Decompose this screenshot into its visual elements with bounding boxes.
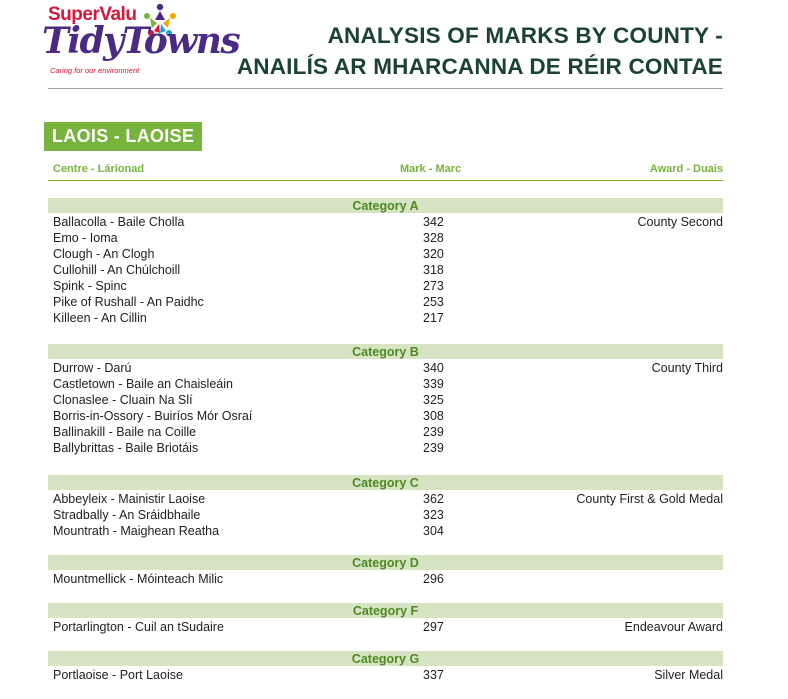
centre-name: Abbeyleix - Mainistir Laoise <box>53 492 206 506</box>
centre-name: Ballinakill - Baile na Coille <box>53 425 197 439</box>
mark-value: 362 <box>423 492 444 506</box>
logo-tidytowns-text: TidyTowns <box>42 20 240 62</box>
table-row <box>48 294 723 310</box>
centre-name: Cullohill - An Chúlchoill <box>53 263 181 277</box>
centre-name: Clough - An Clogh <box>53 247 155 261</box>
table-row <box>48 376 723 392</box>
mark-value: 328 <box>423 231 444 245</box>
table-row <box>48 246 723 262</box>
category-section-f <box>48 603 723 635</box>
mark-value: 296 <box>423 572 444 586</box>
centre-name: Durrow - Darú <box>53 361 132 375</box>
mark-value: 239 <box>423 441 444 455</box>
category-header: Category A <box>48 198 723 213</box>
table-row <box>48 440 723 456</box>
page-title <box>237 20 723 82</box>
table-row <box>48 278 723 294</box>
mark-value: 304 <box>423 524 444 538</box>
award-value: County First & Gold Medal <box>576 492 723 506</box>
table-row <box>48 392 723 408</box>
mark-value: 325 <box>423 393 444 407</box>
mark-value: 239 <box>423 425 444 439</box>
table-row <box>48 230 723 246</box>
category-header: Category G <box>48 651 723 666</box>
table-row <box>48 408 723 424</box>
centre-name: Mountmellick - Móinteach Milic <box>53 572 224 586</box>
mark-value: 340 <box>423 361 444 375</box>
table-row <box>48 571 723 587</box>
table-row <box>48 262 723 278</box>
mark-value: 273 <box>423 279 444 293</box>
table-row <box>48 491 723 507</box>
category-header: Category D <box>48 555 723 570</box>
mark-value: 318 <box>423 263 444 277</box>
category-section-c <box>48 475 723 539</box>
table-row <box>48 424 723 440</box>
centre-name: Ballybrittas - Baile Briotáis <box>53 441 199 455</box>
column-header-mark: Mark - Marc <box>400 163 462 175</box>
centre-name: Borris-in-Ossory - Buiríos Mór Osraí <box>53 409 253 423</box>
category-header: Category F <box>48 603 723 618</box>
mark-value: 217 <box>423 311 444 325</box>
centre-name: Killeen - An Cillin <box>53 311 147 325</box>
category-section-d <box>48 555 723 587</box>
mark-value: 308 <box>423 409 444 423</box>
logo-tagline: Caring for our environment <box>50 66 140 75</box>
mark-value: 297 <box>423 620 444 634</box>
centre-name: Clonaslee - Cluain Na Slí <box>53 393 193 407</box>
category-header: Category B <box>48 344 723 359</box>
mark-value: 342 <box>423 215 444 229</box>
category-header: Category C <box>48 475 723 490</box>
mark-value: 320 <box>423 247 444 261</box>
centre-name: Mountrath - Maighean Reatha <box>53 524 220 538</box>
title-divider <box>48 88 723 89</box>
centre-name: Ballacolla - Baile Cholla <box>53 215 185 229</box>
column-header-centre: Centre - Lárionad <box>53 163 145 175</box>
mark-value: 339 <box>423 377 444 391</box>
category-section-g <box>48 651 723 683</box>
table-row <box>48 619 723 635</box>
table-row <box>48 310 723 326</box>
centre-name: Portarlington - Cuil an tSudaire <box>53 620 224 634</box>
category-section-b <box>48 344 723 456</box>
county-heading: LAOIS - LAOISE <box>44 122 202 151</box>
mark-value: 323 <box>423 508 444 522</box>
award-value: Endeavour Award <box>624 620 723 634</box>
table-row <box>48 667 723 683</box>
centre-name: Spink - Spinc <box>53 279 127 293</box>
centre-name: Castletown - Baile an Chaisleáin <box>53 377 233 391</box>
centre-name: Stradbally - An Sráidbhaile <box>53 508 201 522</box>
table-row <box>48 360 723 376</box>
award-value: County Third <box>651 361 723 375</box>
title-line-english: ANALYSIS OF MARKS BY COUNTY - <box>327 23 723 48</box>
centre-name: Pike of Rushall - An Paidhc <box>53 295 204 309</box>
title-line-irish: ANAILÍS AR MHARCANNA DE RÉIR CONTAE <box>236 54 723 79</box>
centre-name: Portlaoise - Port Laoise <box>53 668 183 682</box>
table-row <box>48 523 723 539</box>
award-value: County Second <box>637 215 723 229</box>
header-divider <box>48 180 723 181</box>
category-section-a <box>48 198 723 326</box>
logo-supervalu-text: SuperValu <box>48 4 137 25</box>
table-row <box>48 214 723 230</box>
mark-value: 337 <box>423 668 444 682</box>
tidytowns-logo <box>42 2 240 76</box>
centre-name: Emo - Ioma <box>53 231 118 245</box>
column-header-award: Award - Duais <box>649 163 723 175</box>
award-value: Silver Medal <box>654 668 723 682</box>
table-row <box>48 507 723 523</box>
mark-value: 253 <box>423 295 444 309</box>
